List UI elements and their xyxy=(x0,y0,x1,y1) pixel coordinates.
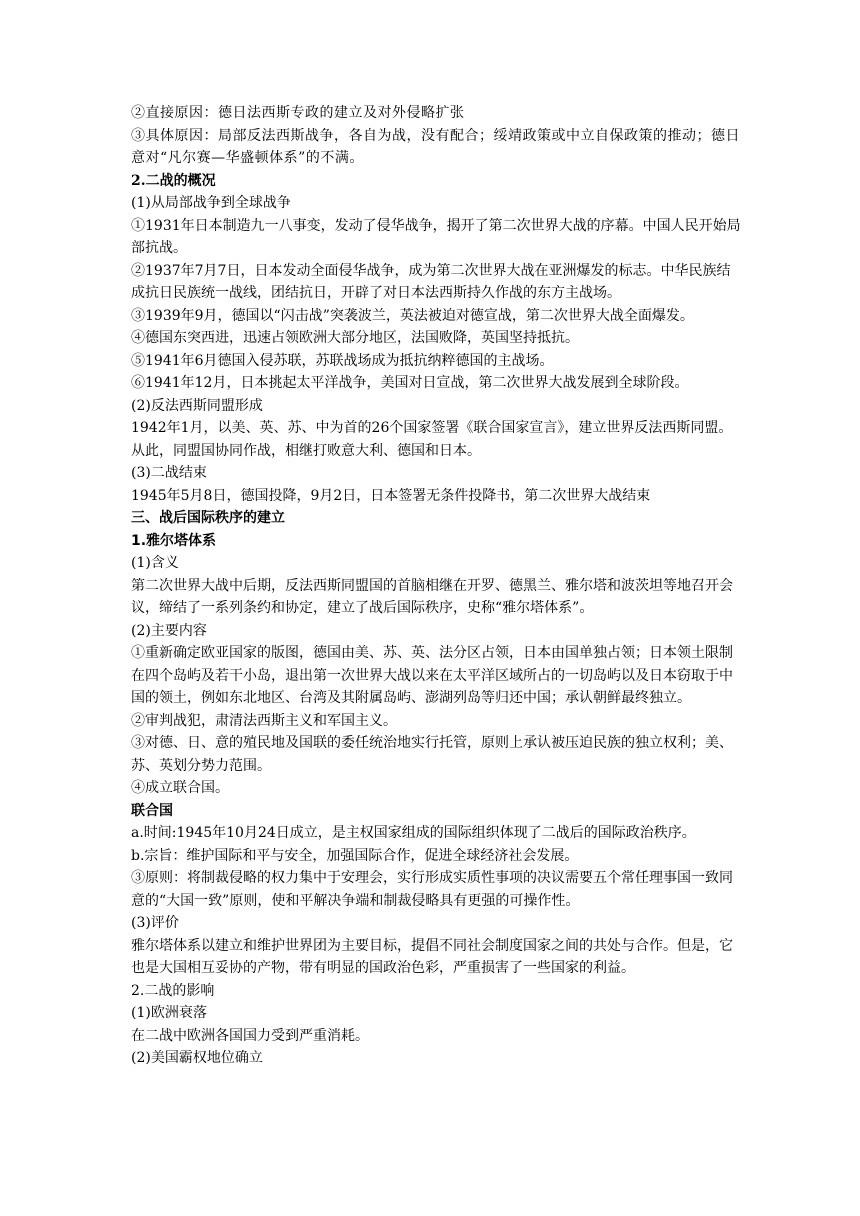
document-page xyxy=(131,102,743,1070)
content-item-2: ②审判战犯，肃清法西斯主义和军国主义。 xyxy=(131,712,397,729)
un-principle: ③原则：将制裁侵略的权力集中于安理会，实行形成实质性事项的决议需要五个常任理事国一致同意的“大国一致”原则，使和平解决争端和制裁侵略具有更强的可操作性。 xyxy=(131,870,733,909)
section-heading-yalta: 1.雅尔塔体系 xyxy=(131,532,217,549)
event-1939: ③1939年9月，德国以“闪击战”突袭波兰，英法被迫对德宣战，第二次世界大战全面爆发。 xyxy=(131,307,694,324)
subheading-war-end: (3)二战结束 xyxy=(131,465,207,481)
subheading-europe-decline: (1)欧洲衰落 xyxy=(131,1005,207,1021)
subheading-alliance: (2)反法西斯同盟形成 xyxy=(131,397,263,414)
content-item-1: ①重新确定欧亚国家的版图，德国由美、苏、英、法分区占领，日本由国单独占领；日本领土限制在四个岛屿及若干小岛，退出第一次世界大战以来在太平洋区域所占的一切岛屿以及日本窃取于中国的领土，例如东北地区、台湾及其附属岛屿、澎湖列岛等归还中国；承认朝鲜最终独立。 xyxy=(131,645,733,706)
content-item-3: ③对德、日、意的殖民地及国联的委任统治地实行托管，原则上承认被压迫民族的独立权利；美、苏、英划分势力范围。 xyxy=(131,735,733,774)
event-1937: ②1937年7月7日，日本发动全面侵华战争，成为第二次世界大战在亚洲爆发的标志。中华民族结成抗日民族统一战线，团结抗日，开辟了对日本法西斯持久作战的东方主战场。 xyxy=(131,262,731,301)
europe-decline-text: 在二战中欧洲各国国力受到严重消耗。 xyxy=(131,1027,369,1044)
section-heading-overview: 2.二战的概况 xyxy=(131,172,216,189)
event-1931: ①1931年日本制造九一八事变，发动了侵华战争，揭开了第二次世界大战的序幕。中国人民开始局部抗战。 xyxy=(131,217,741,256)
event-1941-june: ⑤1941年6月德国入侵苏联，苏联战场成为抵抗纳粹德国的主战场。 xyxy=(131,352,554,369)
un-time: a.时间:1945年10月24日成立，是主权国家组成的国际组织体现了二战后的国际政治秩序。 xyxy=(131,825,696,841)
subheading-meaning: (1)含义 xyxy=(131,555,179,571)
section-heading-postwar-order: 三、战后国际秩序的建立 xyxy=(131,510,285,526)
alliance-text: 1942年1月，以美、英、苏、中为首的26个国家签署《联合国家宣言》，建立世界反法西斯同盟。从此，同盟国协同作战，相继打败意大利、德国和日本。 xyxy=(131,420,733,459)
un-purpose: b.宗旨：维护国际和平与安全，加强国际合作，促进全球经济社会发展。 xyxy=(131,847,579,864)
event-germany-west: ④德国东突西进，迅速占领欧洲大部分地区，法国败降，英国坚持抵抗。 xyxy=(131,330,579,346)
yalta-definition: 第二次世界大战中后期，反法西斯同盟国的首脑相继在开罗、德黑兰、雅尔塔和波茨坦等地召开会议，缔结了一系列条约和协定，建立了战后国际秩序，史称“雅尔塔体系”。 xyxy=(131,577,733,616)
direct-cause: ②直接原因：德日法西斯专政的建立及对外侵略扩张 xyxy=(131,105,465,121)
subheading-global-war: (1)从局部战争到全球战争 xyxy=(131,195,291,211)
subheading-us-hegemony: (2)美国霸权地位确立 xyxy=(131,1050,263,1066)
evaluation-text: 雅尔塔体系以建立和维护世界团为主要目标，提倡不同社会制度国家之间的共处与合作。但是，它也是大国相互妥协的产物，带有明显的国政治色彩，严重损害了一些国家的利益。 xyxy=(131,937,733,976)
content-item-4: ④成立联合国。 xyxy=(131,780,229,796)
event-1941-december: ⑥1941年12月，日本挑起太平洋战争，美国对日宣战，第二次世界大战发展到全球阶段。 xyxy=(131,375,689,391)
subheading-evaluation: (3)评价 xyxy=(131,915,179,931)
war-end-text: 1945年5月8日，德国投降，9月2日，日本签署无条件投降书，第二次世界大战结束 xyxy=(131,487,651,504)
section-heading-impact: 2.二战的影响 xyxy=(131,982,215,999)
un-heading: 联合国 xyxy=(131,802,173,819)
specific-cause: ③具体原因：局部反法西斯战争，各自为战，没有配合；绥靖政策或中立自保政策的推动；德日意对“凡尔赛—华盛顿体系”的不满。 xyxy=(131,127,740,166)
subheading-main-content: (2)主要内容 xyxy=(131,622,207,639)
